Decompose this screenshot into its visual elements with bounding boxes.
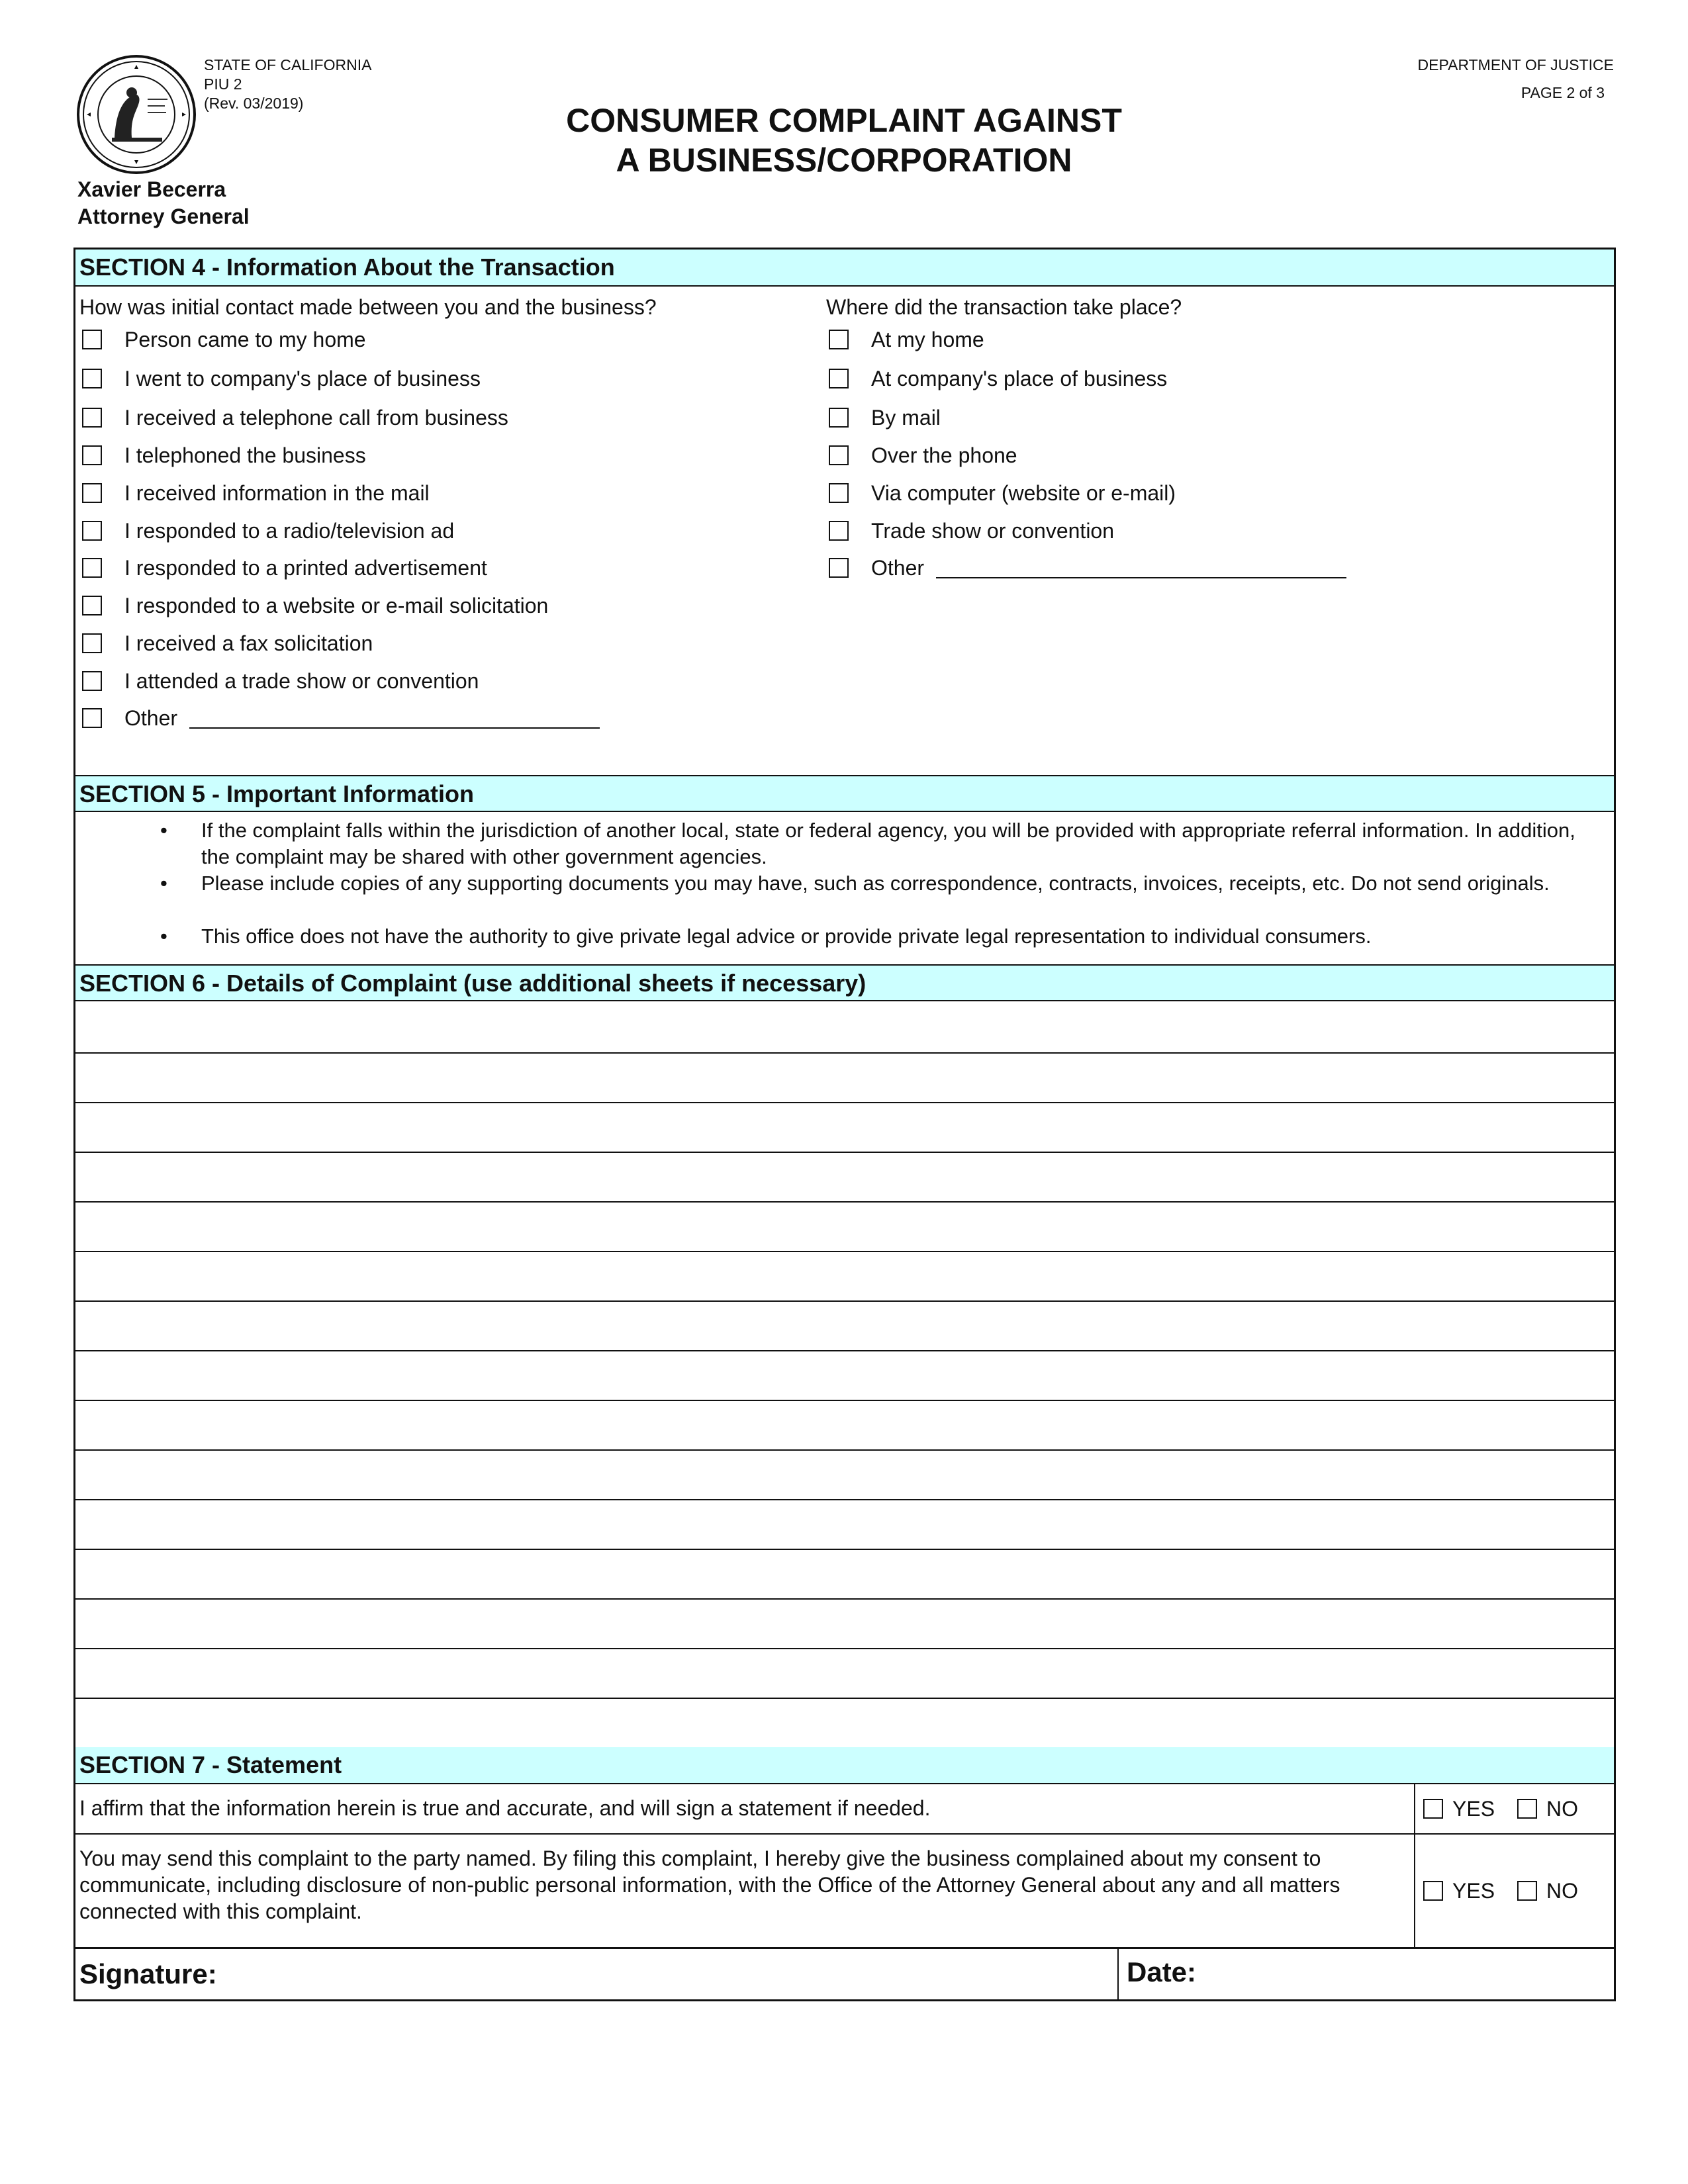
contact-option[interactable]: [82, 326, 366, 353]
bullet-symbol: •: [160, 872, 167, 895]
complaint-detail-line[interactable]: [75, 1699, 1614, 1749]
contact-checkbox[interactable]: [82, 445, 102, 465]
complaint-detail-line[interactable]: [75, 1451, 1614, 1500]
place-option[interactable]: [829, 555, 1346, 581]
contact-option-label: I received a fax solicitation: [124, 631, 373, 655]
place-checkbox[interactable]: [829, 558, 849, 578]
date-label: Date:: [1127, 1956, 1197, 1987]
form-id: PIU 2: [204, 75, 242, 93]
contact-option-label: I responded to a radio/television ad: [124, 518, 455, 543]
contact-option[interactable]: [82, 630, 373, 657]
complaint-detail-line[interactable]: [75, 1103, 1614, 1153]
yes-checkbox[interactable]: [1423, 1799, 1443, 1819]
form-title: [0, 101, 1688, 180]
statement-2-yes[interactable]: [1423, 1879, 1495, 1903]
form-title-line2: A BUSINESS/CORPORATION: [616, 142, 1072, 179]
contact-option-label: I attended a trade show or convention: [124, 668, 479, 693]
place-option[interactable]: [829, 442, 1017, 469]
place-option-label: Via computer (website or e-mail): [871, 480, 1176, 505]
complaint-detail-line[interactable]: [75, 1649, 1614, 1699]
complaint-form: [73, 248, 1616, 2001]
complaint-detail-line[interactable]: [75, 1351, 1614, 1401]
statement-1-choices: [1415, 1784, 1614, 1833]
info-bullet-text: Please include copies of any supporting documents you may have, such as correspondence, contracts, invoices, receipts, etc. Do not send originals.: [201, 872, 1550, 895]
statement-2-choices: [1415, 1835, 1614, 1947]
info-bullet-text: If the complaint falls within the jurisdiction of another local, state or federal agency, you will be provided with appropriate referral information. In addition, the complaint may be shared with other government agencies.: [201, 819, 1575, 868]
section4-heading: SECTION 4 - Information About the Transaction: [75, 250, 1614, 287]
place-checkbox[interactable]: [829, 483, 849, 503]
page-number: PAGE 2 of 3: [1521, 84, 1605, 101]
place-question: Where did the transaction take place?: [826, 295, 1182, 319]
complaint-detail-line[interactable]: [75, 1550, 1614, 1600]
complaint-detail-line[interactable]: [75, 1153, 1614, 1203]
no-checkbox[interactable]: [1517, 1881, 1537, 1901]
contact-checkbox[interactable]: [82, 633, 102, 653]
form-title-line1: CONSUMER COMPLAINT AGAINST: [566, 102, 1122, 139]
statement-1-text: I affirm that the information herein is true and accurate, and will sign a statement if needed.: [75, 1784, 1415, 1833]
place-option[interactable]: [829, 480, 1176, 506]
info-bullet-2: [160, 870, 1591, 897]
contact-question: How was initial contact made between you and the business?: [79, 295, 657, 319]
contact-checkbox[interactable]: [82, 369, 102, 388]
section5-heading: SECTION 5 - Important Information: [75, 775, 1614, 812]
complaint-detail-line[interactable]: [75, 1252, 1614, 1302]
signature-row: [75, 1947, 1614, 1999]
place-option-label: At company's place of business: [871, 366, 1168, 390]
statement-1-no[interactable]: [1517, 1797, 1578, 1821]
complaint-details-area: [75, 1001, 1614, 1747]
yes-label: YES: [1452, 1796, 1495, 1821]
place-option-label: Other: [871, 555, 925, 580]
contact-option[interactable]: [82, 592, 548, 619]
yes-label: YES: [1452, 1878, 1495, 1903]
statement-2-text: You may send this complaint to the party named. By filing this complaint, I hereby give the business complained about my consent to communicate, including disclosure of non-public personal information, with the Office of the Attorney General about any and all matters connected with this complaint.: [75, 1835, 1415, 1947]
contact-checkbox[interactable]: [82, 408, 102, 428]
contact-option-label: Other: [124, 705, 178, 730]
place-checkbox[interactable]: [829, 369, 849, 388]
contact-other-input[interactable]: [189, 707, 600, 729]
complaint-detail-line[interactable]: [75, 1401, 1614, 1451]
statement-2-no[interactable]: [1517, 1879, 1578, 1903]
place-option[interactable]: [829, 518, 1114, 544]
section5-body: [75, 812, 1614, 964]
attorney-general-name: Xavier Becerra: [77, 177, 226, 201]
section4-body: [75, 287, 1614, 775]
signature-field[interactable]: [75, 1949, 1119, 1999]
contact-checkbox[interactable]: [82, 521, 102, 541]
no-label: NO: [1546, 1878, 1579, 1903]
place-checkbox[interactable]: [829, 521, 849, 541]
info-bullet-1: [160, 817, 1591, 870]
place-option-label: Over the phone: [871, 443, 1017, 467]
contact-checkbox[interactable]: [82, 483, 102, 503]
place-option-label: By mail: [871, 405, 941, 430]
contact-option[interactable]: [82, 705, 600, 731]
no-label: NO: [1546, 1796, 1579, 1821]
contact-option-label: I received a telephone call from business: [124, 405, 508, 430]
place-checkbox[interactable]: [829, 408, 849, 428]
statement-1-yes[interactable]: [1423, 1797, 1495, 1821]
contact-option[interactable]: [82, 518, 454, 544]
contact-option[interactable]: [82, 442, 366, 469]
place-checkbox[interactable]: [829, 445, 849, 465]
state-name: STATE OF CALIFORNIA: [204, 56, 372, 73]
signature-label: Signature:: [79, 1958, 217, 1989]
yes-checkbox[interactable]: [1423, 1881, 1443, 1901]
contact-option-label: I received information in the mail: [124, 480, 430, 505]
section7-heading: SECTION 7 - Statement: [75, 1747, 1614, 1784]
contact-option[interactable]: [82, 668, 479, 694]
statement-row-2: [75, 1833, 1614, 1947]
attorney-general-title: Attorney General: [77, 205, 250, 228]
attorney-general-block: [77, 176, 250, 230]
place-option[interactable]: [829, 404, 941, 431]
department-name: DEPARTMENT OF JUSTICE: [1417, 56, 1614, 73]
bullet-symbol: •: [160, 925, 167, 948]
info-bullet-text: This office does not have the authority to give private legal advice or provide private legal representation to individual consumers.: [201, 925, 1372, 948]
place-option-label: At my home: [871, 327, 984, 351]
complaint-detail-line[interactable]: [75, 1302, 1614, 1351]
place-option-label: Trade show or convention: [871, 518, 1115, 543]
complaint-detail-line[interactable]: [75, 1600, 1614, 1649]
section6-heading: SECTION 6 - Details of Complaint (use additional sheets if necessary): [75, 964, 1614, 1001]
complaint-detail-line[interactable]: [75, 1001, 1614, 1054]
info-bullet-3: [160, 923, 1591, 950]
contact-option-label: I responded to a website or e-mail solicitation: [124, 593, 549, 617]
contact-option-label: I responded to a printed advertisement: [124, 555, 487, 580]
complaint-detail-line[interactable]: [75, 1203, 1614, 1252]
contact-checkbox[interactable]: [82, 330, 102, 349]
no-checkbox[interactable]: [1517, 1799, 1537, 1819]
contact-option-label: I went to company's place of business: [124, 366, 481, 390]
contact-option[interactable]: [82, 365, 481, 392]
complaint-detail-line[interactable]: [75, 1500, 1614, 1550]
date-field[interactable]: [1119, 1949, 1614, 1999]
contact-option-label: Person came to my home: [124, 327, 366, 351]
contact-option[interactable]: [82, 480, 430, 506]
complaint-detail-line[interactable]: [75, 1054, 1614, 1103]
bullet-symbol: •: [160, 819, 167, 842]
contact-checkbox[interactable]: [82, 671, 102, 691]
contact-option-label: I telephoned the business: [124, 443, 366, 467]
place-checkbox[interactable]: [829, 330, 849, 349]
contact-option[interactable]: [82, 404, 508, 431]
contact-option[interactable]: [82, 555, 487, 581]
place-option[interactable]: [829, 326, 984, 353]
contact-checkbox[interactable]: [82, 558, 102, 578]
place-other-input[interactable]: [936, 557, 1346, 578]
statement-row-1: [75, 1784, 1614, 1833]
form-revision: (Rev. 03/2019): [204, 95, 304, 112]
place-option[interactable]: [829, 365, 1167, 392]
contact-checkbox[interactable]: [82, 708, 102, 728]
contact-checkbox[interactable]: [82, 596, 102, 615]
